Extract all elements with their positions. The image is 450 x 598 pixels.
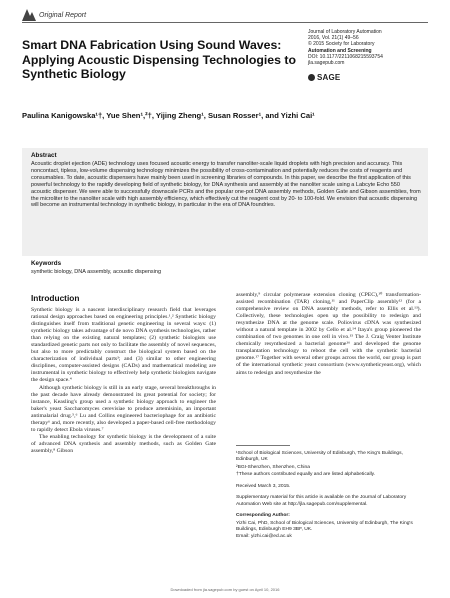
keywords-text: synthetic biology, DNA assembly, acoustic dispensing (31, 269, 162, 275)
equal-contribution-note: †These authors contributed equally and are listed alphabetically. (236, 472, 376, 478)
copyright-line1: © 2015 Society for Laboratory (308, 41, 375, 48)
left-column (31, 307, 216, 455)
report-header (22, 8, 86, 22)
footnotes (236, 451, 426, 542)
report-type-label: Original Report (39, 11, 87, 19)
abstract-heading: Abstract (31, 152, 57, 159)
introduction-heading: Introduction (31, 293, 80, 303)
intro-paragraph-1: Synthetic biology is a nascent interdisciplinary research field that leverages rational design approaches based on engineering principles.¹,² Synthetic biology distinguishes itself from traditional genetic engineering in several ways: (1) synthetic biology takes advantage of de novo DNA synthesis technologies, rather than relying on the existing natural templates; (2) synthetic biologists use standardized genetic parts not only to facilitate the assembly of novel sequences, but also to more predictably construct the biological system based on the characterization of individual parts³; and (3) similar to other engineering disciplines, computer-assisted designs (CADs) and mathematical modeling are instrumental in synthetic biology to effectively help synthetic biologists navigate the design space.⁴ (31, 307, 216, 384)
author-list: Paulina Kanigowska¹†, Yue Shen¹,²†, Yijing Zheng¹, Susan Rosser¹, and Yizhi Cai¹ (22, 111, 315, 120)
keywords-heading: Keywords (31, 260, 62, 267)
journal-name: Journal of Laboratory Automation (308, 29, 382, 35)
received-date: Received March 3, 2015. (236, 483, 291, 489)
publisher-logo (308, 73, 340, 82)
corresponding-author-address: Yizhi Cai, PhD, School of Biological Sciences, University of Edinburgh, The King's Buildings, Edinburgh EH9 3BF, UK. (236, 520, 413, 532)
intro-paragraph-continued: assembly,⁹ circular polymerase extension cloning (CPEC),¹⁰ transformation-assisted recombination (TAR) cloning,¹¹ and PaperClip assembly¹² (for a comprehensive review on DNA assembly methods, refer to Ellis et al.¹³). Collectively, these technologies open up the possibility to redesign and resynthesize DNA at the genome scale. Poliovirus cDNA was synthesized without a natural template in 2002 by Cello et al.¹⁴ Itaya's group pioneered the combination of two genomes in one cell in vivo.¹⁵ The J. Craig Venter Institute chemically resynthesized a bacterial genome¹⁶ and developed the genome transplantation technology to reboot the cell with the synthetic bacterial genome.¹⁷ Together with several other groups across the world, our group is part of the international synthetic yeast consortium (www.syntheticyeast.org), which aims to redesign and resynthesize the (236, 292, 421, 376)
right-column (236, 292, 421, 377)
journal-url[interactable]: jla.sagepub.com (308, 60, 345, 67)
doi[interactable]: DOI: 10.1177/2211068215593754 (308, 53, 383, 60)
abstract-text: Acoustic droplet ejection (ADE) technology uses focused acoustic energy to transfer nanoliter-scale liquid droplets with high precision and accuracy. This noncontact, tipless, low-volume dispensing technology minimizes the possibility of cross-contamination and potentially reduces the costs of reagents and consumables. To date, acoustic dispensers have mainly been used in screening libraries of compounds. In this paper, we describe the first application of this powerful technology to the rapidly developing field of synthetic biology, for DNA synthesis and assembly at the nanoliter scale using a Labcyte Echo 550 acoustic dispenser. We were able to successfully downscale PCRs and the popular one-pot DNA assembly methods, Golden Gate and Gibson assemblies, from the microliter to the nanoliter scale with high assembly efficiency, which effectively cut the reagent cost by 20- to 100-fold. We envision that acoustic dispensing will become an instrumental technology in synthetic biology, in particular in the era of DNA foundries. (31, 161, 421, 209)
footnote-divider (236, 445, 290, 446)
article-title: Smart DNA Fabrication Using Sound Waves: Applying Acoustic Dispensing Technologies to Synthetic Biology (22, 38, 296, 82)
publisher-name: SAGE (317, 73, 341, 82)
corresponding-author-email[interactable]: Email: yizhi.cai@ed.ac.uk (236, 534, 292, 540)
sage-logo-icon (308, 74, 315, 81)
corresponding-author-heading: Corresponding Author: (236, 513, 290, 519)
download-footer: Downloaded from jla.sagepub.com by guest on April 10, 2016 (170, 587, 280, 592)
affiliation-1: ¹School of Biological Sciences, University of Edinburgh, The King's Buildings, Edinburgh, UK (236, 451, 403, 463)
intro-paragraph-2: Although synthetic biology is still in an early stage, several breakthroughs in the past decade have already demonstrated its great potential for society; for instance, Keasling's group used a synthetic biology approach to engineer the baker's yeast Saccharomyces cerevisiae to produce artemisinin, an important antimalarial drug.⁵,⁶ Lu and Collins engineered bacteriophage for an antibiotic therapy⁶ and, more recently, also developed a paper-based cell-free methodology to rapidly detect Ebola viruses.⁷ (31, 384, 216, 433)
supplementary-note: Supplementary material for this article is available on the Journal of Laboratory Automation Web site at http://jla.sagepub.com/supplemental. (236, 495, 407, 507)
journal-volume: 2016, Vol. 21(1) 49–56 (308, 35, 359, 42)
journal-info (308, 29, 438, 66)
intro-paragraph-3: The enabling technology for synthetic biology is the development of a suite of advanced DNA synthesis and assembly methods, such as Golden Gate assembly,⁸ Gibson (31, 433, 216, 454)
affiliation-2: ²BGI-Shenzhen, Shenzhen, China (236, 464, 310, 470)
copyright-line2: Automation and Screening (308, 47, 372, 54)
header-divider (22, 22, 428, 23)
report-logo-icon (22, 9, 36, 21)
